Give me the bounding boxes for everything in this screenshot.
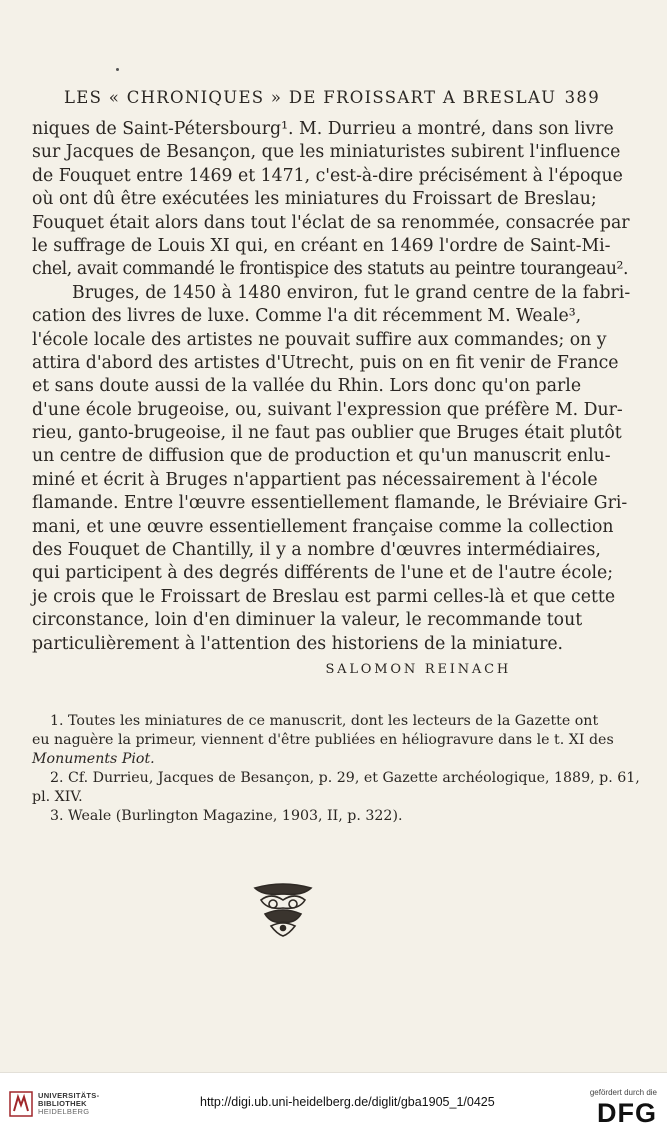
text-line: et sans doute aussi de la vallée du Rhin. Lors donc qu'on parle [32,376,582,397]
running-title: LES « CHRONIQUES » DE FROISSART A BRESLAU [64,88,557,107]
text-line: cation des livres de luxe. Comme l'a dit récemment M. Weale³, [32,306,582,327]
text-line: sur Jacques de Besançon, que les miniaturistes subirent l'influence [32,142,621,163]
dfg-logo: DFG [597,1098,657,1128]
text-line: miné et écrit à Bruges n'appartient pas nécessairement à l'école [32,469,598,490]
text-line: où ont dû être exécutées les miniatures du Froissart de Breslau; [32,189,597,210]
text-line: je crois que le Froissart de Breslau est parmi celles-là et que cette [32,586,616,607]
text-line: qui participent à des degrés différents de l'une et de l'autre école; [32,563,614,584]
text-line: Fouquet était alors dans tout l'éclat de sa renommée, consacrée par [32,212,630,233]
funding-label: gefördert durch die [589,1088,657,1097]
text-line: un centre de diffusion que de production et qu'un manuscrit enlu- [32,446,611,467]
footer-bar [0,1072,667,1133]
library-name: UNIVERSITÄTS- BIBLIOTHEK HEIDELBERG [38,1091,100,1116]
print-mark [116,68,119,71]
source-url-link[interactable]: http://digi.ub.uni-heidelberg.de/diglit/gba1905_1/0425 [200,1095,495,1109]
text-line: particulièrement à l'attention des historiens de la miniature. [32,633,564,654]
university-library-logo-icon [9,1091,33,1117]
text-line: des Fouquet de Chantilly, il y a nombre d'œuvres intermédiaires, [32,540,601,561]
text-line: circonstance, loin d'en diminuer la valeur, le recommande tout [32,610,583,631]
footnote-line: 1. Toutes les miniatures de ce manuscrit, dont les lecteurs de la Gazette ont [50,713,599,729]
text-line: chel, avait commandé le frontispice des statuts au peintre tourangeau². [32,259,629,280]
text-line: rieu, ganto-brugeoise, il ne faut pas oublier que Bruges était plutôt [32,423,622,444]
text-line: mani, et une œuvre essentiellement française comme la collection [32,516,614,537]
page-number: 389 [564,88,600,107]
footnote-line: pl. XIV. [32,789,83,805]
footnote-line: 2. Cf. Durrieu, Jacques de Besançon, p. 29, et Gazette archéologique, 1889, p. 61, [50,770,640,786]
text-line: attira d'abord des artistes d'Utrecht, puis on en fit venir de France [32,352,619,373]
text-line: de Fouquet entre 1469 et 1471, c'est-à-dire précisément à l'époque [32,165,623,186]
text-line: l'école locale des artistes ne pouvait suffire aux commandes; on y [32,329,607,350]
footnotes [32,712,640,826]
text-line: niques de Saint-Pétersbourg¹. M. Durrieu a montré, dans son livre [32,119,614,139]
footnote-line: eu naguère la primeur, viennent d'être publiées en héliogravure dans le t. XI des [32,732,614,748]
footnote-line: Monuments Piot. [32,751,155,767]
text-line: le suffrage de Louis XI qui, en créant en 1469 l'ordre de Saint-Mi- [32,235,611,256]
text-line: Bruges, de 1450 à 1480 environ, fut le grand centre de la fabri- [72,282,631,303]
ornament-icon [251,882,315,938]
footnote-line: 3. Weale (Burlington Magazine, 1903, II, p. 322). [50,808,403,824]
text-line: d'une école brugeoise, ou, suivant l'expression que préfère M. Dur- [32,399,623,420]
author-signature: SALOMON REINACH [325,662,511,677]
main-text [32,118,631,656]
text-line: flamande. Entre l'œuvre essentiellement flamande, le Bréviaire Gri- [32,493,628,514]
